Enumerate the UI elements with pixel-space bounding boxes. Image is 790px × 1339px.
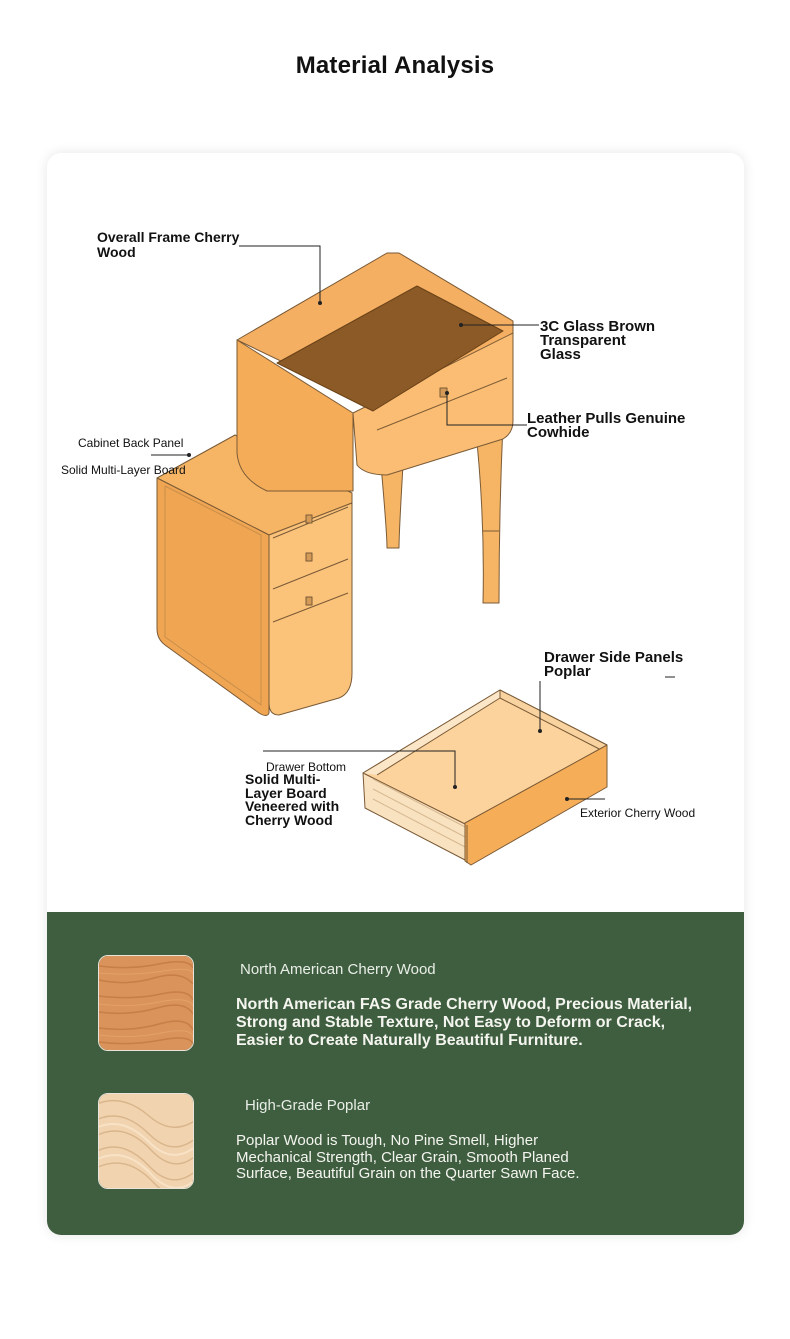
callout-glass: 3C Glass Brown Transparent Glass (540, 318, 656, 363)
callout-drawer-bottom-material: Solid Multi-Layer Board Veneered with Cherry Wood (245, 771, 340, 828)
callout-exterior: Exterior Cherry Wood (580, 806, 696, 820)
callout-drawer-side: Drawer Side Panels Poplar (544, 649, 684, 680)
poplar-wood-swatch-icon (98, 1093, 194, 1189)
callout-frame: Overall Frame Cherry Wood (97, 229, 240, 260)
cabinet-pull-3 (306, 597, 312, 605)
leader-frame (239, 246, 320, 303)
material-card (47, 153, 744, 1235)
material-title-poplar: High-Grade Poplar (245, 1097, 371, 1114)
vanity-desk-illustration (47, 153, 744, 913)
cherry-wood-swatch-icon (98, 955, 194, 1051)
materials-panel (47, 912, 744, 1235)
material-desc-poplar: Poplar Wood is Tough, No Pine Smell, Higher Mechanical Strength, Clear Grain, Smooth Planed Surface, Beautiful Grain on the Quarter Sawn Face. (236, 1132, 580, 1182)
desk-leg-back (381, 465, 403, 548)
page-title: Material Analysis (295, 52, 495, 79)
callout-drawer-bottom: Drawer Bottom (266, 760, 347, 774)
cabinet-pull-2 (306, 553, 312, 561)
material-desc-cherry: North American FAS Grade Cherry Wood, Precious Material, Strong and Stable Texture, Not Easy to Deform or Crack, Easier to Create Naturally Beautiful Furniture. (236, 996, 693, 1049)
callout-back-panel: Cabinet Back Panel (78, 436, 184, 450)
desk-leg-front (475, 423, 503, 603)
callout-pulls: Leather Pulls Genuine Cowhide (527, 410, 686, 441)
cabinet-pull-1 (306, 515, 312, 523)
material-title-cherry: North American Cherry Wood (240, 961, 436, 978)
callout-back-panel-material: Solid Multi-Layer Board (61, 463, 186, 477)
